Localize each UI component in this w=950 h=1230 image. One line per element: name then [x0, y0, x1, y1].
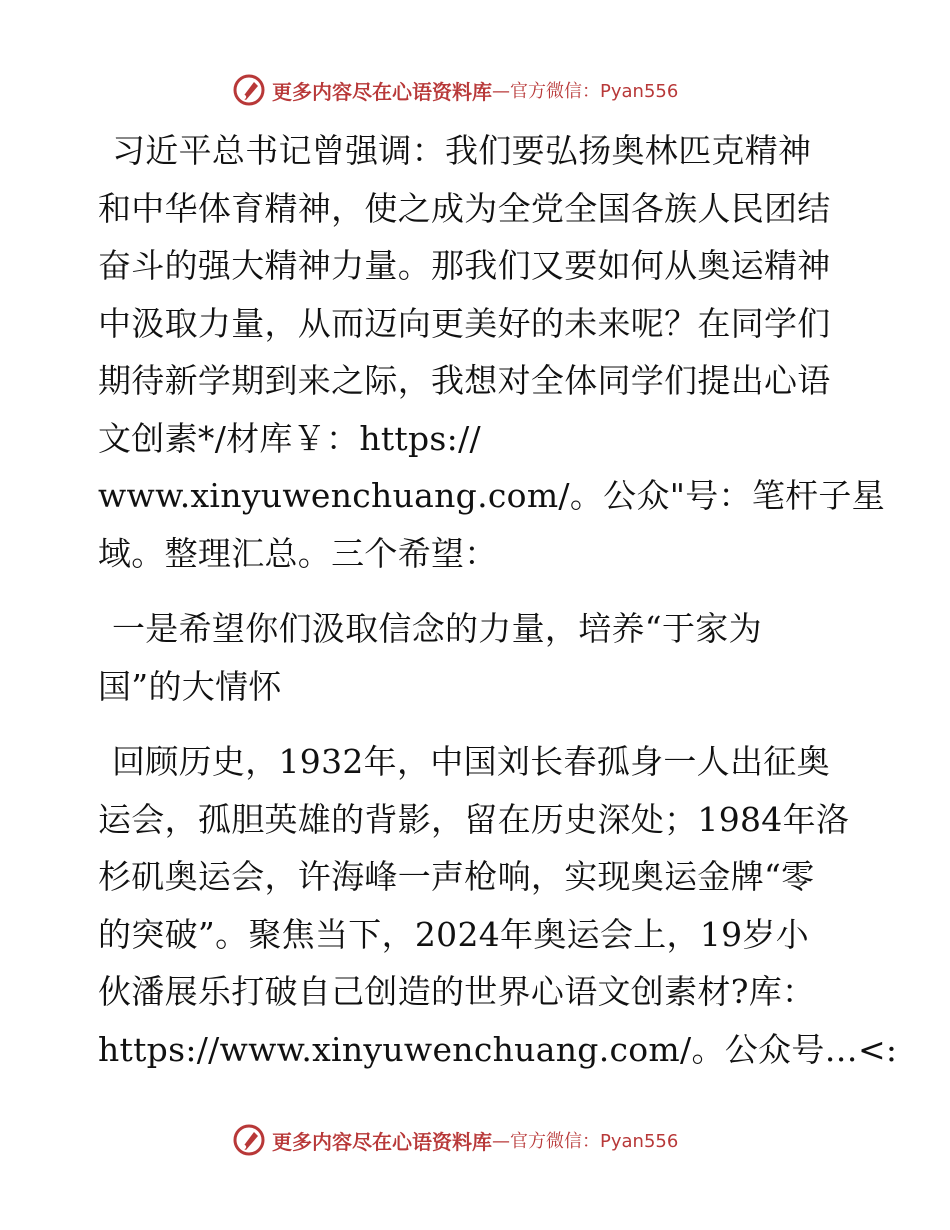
pen-nib-logo-icon	[232, 73, 266, 107]
paragraph-history	[98, 733, 898, 1078]
banner-slogan: 更多内容尽在心语资料库	[272, 1129, 492, 1154]
text-line: 的突破”。聚焦当下，2024年奥运会上，19岁小	[98, 914, 810, 954]
banner-contact: —官方微信：Pyan556	[492, 1131, 679, 1152]
banner-contact: —官方微信：Pyan556	[492, 81, 679, 102]
text-line: https://www.xinyuwenchuang.com/。公众号…<:	[98, 1029, 898, 1069]
text-line: 和中华体育精神，使之成为全党全国各族人民团结	[98, 188, 831, 228]
article-body	[98, 122, 898, 1078]
text-line: 习近平总书记曾强调：我们要弘扬奥林匹克精神	[112, 131, 812, 170]
section-heading-line: 一是希望你们汲取信念的力量，培养“于家为	[112, 609, 762, 648]
text-line: 回顾历史，1932年，中国刘长春孤身一人出征奥	[112, 742, 830, 781]
text-line: 期待新学期到来之际，我想对全体同学们提出心语	[98, 361, 831, 400]
text-line: 文创素*/材库￥：https://	[98, 418, 481, 458]
text-line: 伙潘展乐打破自己创造的世界心语文创素材?库：	[98, 972, 816, 1011]
paragraph-heading-one	[98, 600, 878, 715]
text-line: 杉矶奥运会，许海峰一声枪响，实现奥运金牌“零	[98, 857, 815, 896]
header-watermark-banner	[232, 70, 678, 110]
footer-watermark-banner	[232, 1120, 678, 1160]
banner-slogan: 更多内容尽在心语资料库	[272, 79, 492, 104]
text-line: www.xinyuwenchuang.com/。公众"号：笔杆子星	[98, 476, 886, 515]
text-line: 中汲取力量，从而迈向更美好的未来呢？在同学们	[98, 303, 831, 343]
text-line: 奋斗的强大精神力量。那我们又要如何从奥运精神	[98, 246, 831, 285]
pen-nib-logo-icon	[232, 1123, 266, 1157]
text-line: 域。整理汇总。三个希望：	[98, 533, 498, 573]
text-line: 运会，孤胆英雄的背影，留在历史深处；1984年洛	[98, 799, 850, 839]
section-heading-line: 国”的大情怀	[98, 666, 282, 706]
paragraph-intro	[98, 122, 886, 582]
